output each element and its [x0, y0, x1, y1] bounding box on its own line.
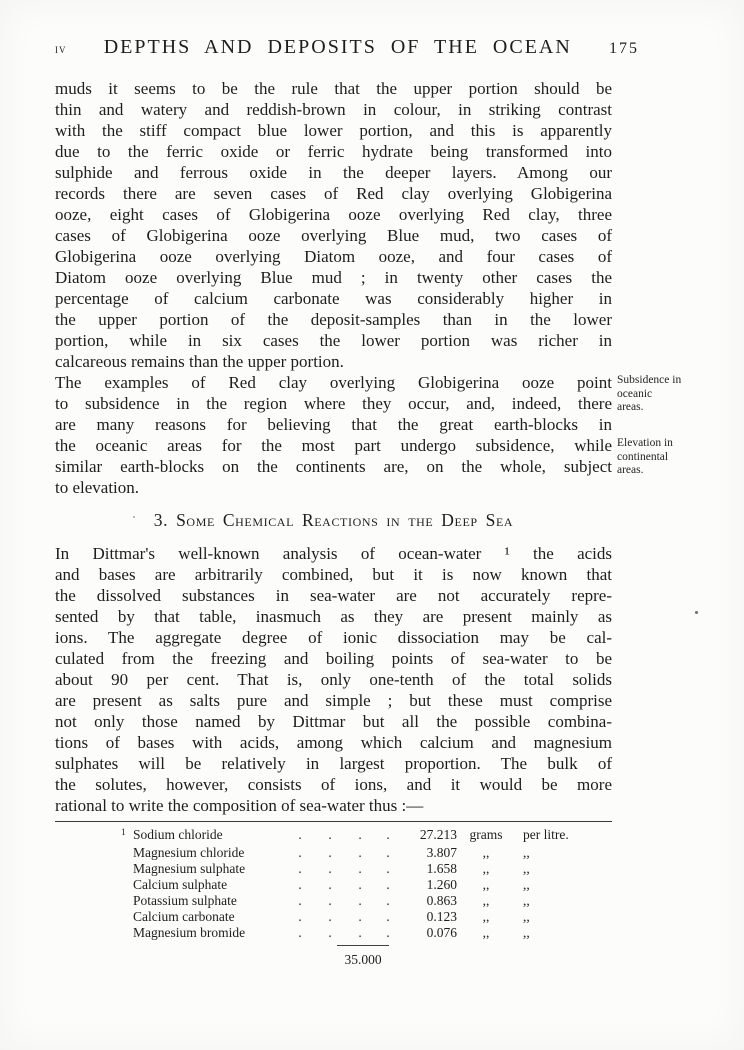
footnote-row	[121, 925, 612, 941]
leader-dot: .	[298, 861, 302, 876]
leader-dot: .	[386, 925, 390, 940]
leader-dot: .	[386, 845, 390, 860]
text-column	[55, 78, 612, 970]
text-line: thin and watery and reddish-brown in colour, in striking contrast	[55, 100, 612, 119]
leader-dot: .	[328, 909, 332, 924]
text-line: sulphates will be relatively in largest proportion. The bulk of	[55, 754, 612, 773]
text-line: are many reasons for believing that the great earth-blocks in	[55, 415, 612, 434]
substance-value: 0.123	[426, 909, 457, 924]
margin-note-elevation	[617, 437, 717, 478]
page-number: 175	[609, 40, 639, 57]
substance-value: 27.213	[419, 827, 457, 842]
unit-grams: ,,	[482, 861, 490, 876]
leader-dot: .	[328, 845, 332, 860]
text-line: with the stiff compact blue lower portion, and this is apparently	[55, 121, 612, 140]
running-title: DEPTHS AND DEPOSITS OF THE OCEAN	[103, 36, 572, 58]
leader-dot: .	[358, 845, 362, 860]
leader-dot: .	[328, 827, 332, 842]
text-line: to subsidence in the region where they occur, and, indeed, there	[55, 394, 612, 413]
substance-name: Magnesium bromide	[133, 925, 246, 940]
text-line: portion, while in six cases the lower portion was richer in	[55, 331, 612, 350]
text-line: sulphide and ferrous oxide in the deeper layers. Among our	[55, 163, 612, 182]
text-line: the oceanic areas for the most part undergo subsidence, while	[55, 436, 612, 455]
substance-value: 0.076	[426, 925, 457, 940]
text-line: cases of Globigerina ooze overlying Blue mud, two cases of	[55, 226, 612, 245]
unit-grams: ,,	[482, 877, 490, 892]
leader-dot: .	[386, 893, 390, 908]
scan-speck	[133, 516, 135, 518]
substance-name: Sodium chloride	[133, 827, 223, 842]
text-line: culated from the freezing and boiling points of sea-water to be	[55, 649, 612, 668]
text-line: to elevation.	[55, 478, 140, 497]
text-line: are present as salts pure and simple ; but these must comprise	[55, 691, 612, 710]
substance-name: Calcium carbonate	[133, 909, 235, 924]
footnote-row	[121, 877, 612, 893]
footnote-marker: 1	[121, 828, 126, 838]
margin-note-line: Elevation in	[617, 437, 673, 449]
leader-dot: .	[358, 909, 362, 924]
unit-grams: ,,	[482, 893, 490, 908]
margin-note-line: areas.	[617, 401, 644, 413]
unit-grams: ,,	[482, 909, 490, 924]
unit-per-litre: ,,	[523, 909, 530, 924]
leader-dot: .	[386, 861, 390, 876]
substance-name: Calcium sulphate	[133, 877, 228, 892]
unit-per-litre: ,,	[523, 861, 530, 876]
leader-dot: .	[358, 877, 362, 892]
unit-per-litre: ,,	[523, 925, 530, 940]
footnote-row	[121, 861, 612, 877]
substance-value: 1.658	[426, 861, 457, 876]
text-line: not only those named by Dittmar but all the possible combina-	[55, 712, 612, 731]
substance-name: Potassium sulphate	[133, 893, 237, 908]
text-line: muds it seems to be the rule that the upper portion should be	[55, 79, 612, 98]
footnote-row	[121, 827, 612, 845]
margin-note-line: Subsidence in	[617, 374, 682, 386]
margin-note-line: oceanic	[617, 387, 653, 400]
unit-per-litre: ,,	[523, 877, 530, 892]
leader-dot: .	[328, 893, 332, 908]
margin-note-line: areas.	[617, 464, 644, 476]
leader-dot: .	[328, 861, 332, 876]
text-line: sented by that table, inasmuch as they are present mainly as	[55, 607, 612, 626]
scan-speck	[695, 611, 698, 614]
footnote-table	[121, 827, 612, 941]
chapter-signature: iv	[55, 41, 67, 56]
leader-dot: .	[298, 893, 302, 908]
leader-dot: .	[298, 845, 302, 860]
text-line: Diatom ooze overlying Blue mud ; in twenty other cases the	[55, 268, 612, 287]
text-line: similar earth-blocks on the continents are, on the whole, subject	[55, 457, 612, 476]
text-line: rational to write the composition of sea-water thus :—	[55, 796, 424, 815]
text-line: the upper portion of the deposit-samples than in the lower	[55, 310, 612, 329]
leader-dot: .	[358, 861, 362, 876]
running-header	[55, 36, 639, 59]
text-line: calcareous remains than the upper portion.	[55, 352, 344, 371]
substance-name: Magnesium chloride	[133, 845, 245, 860]
unit-grams: ,,	[482, 925, 490, 940]
footnote-row	[121, 845, 612, 861]
unit-per-litre: ,,	[523, 845, 530, 860]
leader-dot: .	[298, 909, 302, 924]
unit-per-litre: ,,	[523, 893, 530, 908]
unit-grams: ,,	[482, 845, 490, 860]
leader-dot: .	[328, 925, 332, 940]
footnote-total: 35.000	[344, 952, 382, 967]
leader-dot: .	[298, 925, 302, 940]
margin-note-subsidence	[617, 374, 717, 415]
substance-value: 0.863	[426, 893, 457, 908]
unit-per-litre: per litre.	[523, 827, 569, 842]
text-line: In Dittmar's well-known analysis of ocean-water ¹ the acids	[55, 544, 612, 563]
paragraph-2	[55, 372, 612, 498]
text-line: ions. The aggregate degree of ionic dissociation may be cal-	[55, 628, 612, 647]
footnote-row	[121, 909, 612, 925]
text-line: Globigerina ooze overlying Diatom ooze, and four cases of	[55, 247, 612, 266]
leader-dot: .	[386, 827, 390, 842]
leader-dot: .	[386, 877, 390, 892]
text-line: tions of bases with acids, among which calcium and magnesium	[55, 733, 612, 752]
leader-dot: .	[298, 877, 302, 892]
substance-value: 3.807	[426, 845, 457, 860]
leader-dot: .	[358, 925, 362, 940]
text-line: ooze, eight cases of Globigerina ooze overlying Red clay, three	[55, 205, 612, 224]
text-line: due to the ferric oxide or ferric hydrate being transformed into	[55, 142, 612, 161]
total-rule	[337, 945, 389, 946]
text-line: The examples of Red clay overlying Globigerina ooze point	[55, 373, 612, 392]
text-line: about 90 per cent. That is, only one-tenth of the total solids	[55, 670, 612, 689]
footnote-rule	[55, 821, 612, 822]
leader-dot: .	[298, 827, 302, 842]
section-heading: 3. Some Chemical Reactions in the Deep Sea	[153, 510, 514, 530]
leader-dot: .	[358, 893, 362, 908]
paragraph-3	[55, 543, 612, 816]
text-line: records there are seven cases of Red clay overlying Globigerina	[55, 184, 612, 203]
footnote-row	[121, 893, 612, 909]
text-line: the dissolved substances in sea-water are not accurately repre-	[55, 586, 612, 605]
paragraph-1	[55, 78, 612, 372]
leader-dot: .	[328, 877, 332, 892]
unit-grams: grams	[469, 827, 503, 842]
margin-note-line: continental	[617, 450, 669, 463]
text-line: percentage of calcium carbonate was considerably higher in	[55, 289, 612, 308]
substance-value: 1.260	[426, 877, 457, 892]
leader-dot: .	[358, 827, 362, 842]
text-line: and bases are arbitrarily combined, but it is now known that	[55, 565, 612, 584]
leader-dot: .	[386, 909, 390, 924]
substance-name: Magnesium sulphate	[133, 861, 246, 876]
text-line: the solutes, however, consists of ions, and it would be more	[55, 775, 612, 794]
